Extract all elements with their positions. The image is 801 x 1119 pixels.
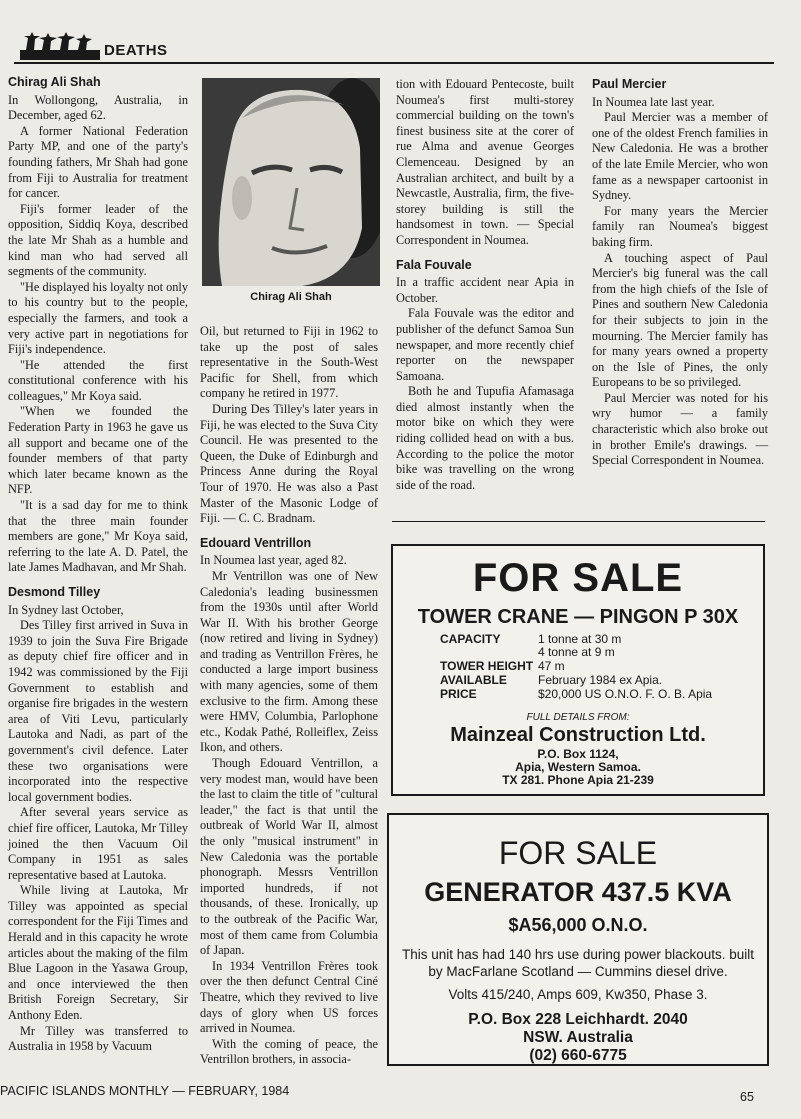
column-1 [8,75,188,1055]
body-paragraph: For many years the Mercier family ran Noumea's biggest baking firm. [592,203,768,249]
body-paragraph: "He attended the first constitutional conference with his colleagues," Mr Koya said. [8,357,188,403]
ad-phone: (02) 660-6775 [529,1047,627,1064]
spec-value: $20,000 US O.N.O. F. O. B. Apia [538,687,713,701]
body-paragraph: Des Tilley first arrived in Suva in 1939 to join the Suva Fire Brigade as deputy chief fire officer and in 1942 was commissioned by the Fiji Government to establish and organise fire brigades in the western area of Viti Levu, particularly Lautoka and Nadi, as part of the government's civil defence. Later these two organisations were incorporated into the respective local government bodies. [8,618,188,804]
ad-price: $A56,000 O.N.O. [508,915,648,935]
ad-headline: FOR SALE [472,556,684,600]
body-paragraph: In Sydney last October, [8,602,124,617]
header-rule [14,62,774,64]
ad-address: Apia, Western Samoa. [515,760,641,774]
obituary-heading-shah: Chirag Ali Shah [8,75,101,89]
body-paragraph: A former National Federation Party MP, and one of the party's founding fathers, Mr Shah had gone from Fiji to Australia for treatment for cancer. [8,123,188,201]
section-divider [392,521,765,522]
obituary-heading-fouvale: Fala Fouvale [396,257,472,272]
spec-value: February 1984 ex Apia. [538,673,663,687]
obituary-heading-ventrillon: Edouard Ventrillon [200,535,312,550]
body-paragraph: Paul Mercier was a member of one of the oldest French families in New Caledonia. He was a brother of the late Emile Mercier, who won fame as a newspaper cartoonist in Sydney. [592,110,768,203]
body-paragraph: Mr Ventrillon was one of New Caledonia's leading businessmen from the 1930s until after World War II. With his brother George (now retired and living in Sydney) and trading as Ventrillon Frères, he conducted a large import business with many agencies, some of them exclusive to the firm. Among these were HMV, Columbia, Parlophone etc., Kodak Pathé, Rolleiflex, Zeiss Ikon, and others. [200,568,378,755]
column-2 [200,324,378,1068]
ad-specs [440,632,760,712]
column-4 [592,77,768,469]
column-3 [396,77,574,493]
spec-label: CAPACITY [440,632,501,646]
body-paragraph: Oil, but returned to Fiji in 1962 to take up the post of sales representative in the South-West Pacific for Shell, from which company he retired in 1977. [200,324,378,401]
ad-address: P.O. Box 1124, [537,747,619,761]
body-paragraph: In Wollongong, Australia, in December, aged 62. [8,92,188,123]
obituary-heading-tilley: Desmond Tilley [8,585,101,599]
ad-address: P.O. Box 228 Leichhardt. 2040 [468,1011,688,1028]
spec-label: AVAILABLE [440,673,507,687]
ad-contact: TX 281. Phone Apia 21-239 [502,773,654,787]
body-paragraph: In Noumea late last year. [592,94,715,109]
body-paragraph: During Des Tilley's later years in Fiji, he was elected to the Suva City Council. He was presented to the Queen, the Duke of Edinburgh and Princess Anne during the Royal Tour of 1970. He was also a Past Master of the Masonic Lodge of Fiji. — C. C. Bradnam. [200,401,378,526]
footer-publication: PACIFIC ISLANDS MONTHLY — FEBRUARY, 1984 [0,1084,290,1098]
body-paragraph: Though Edouard Ventrillon, a very modest man, would have been the last to claim the title of "cultural leader," the fact is that until the outbreak of World War II, almost the only "musical instrument" in New Caledonia was the portable phonograph. Messrs Ventrillon imported hundreds, if not thousands, of these. Ironically, up to the outbreak of the Pacific War, most of them came from Columbia of Japan. [200,756,378,958]
ad-details-label: FULL DETAILS FROM: [526,712,630,723]
body-paragraph: In Noumea last year, aged 82. [200,553,347,568]
ad-item: TOWER CRANE — PINGON P 30X [417,606,739,628]
ad-specs: Volts 415/240, Amps 609, Kw350, Phase 3. [448,987,708,1002]
body-paragraph: Fala Fouvale was the editor and publisher of the defunct Samoa Sun newspaper, and more recently chief reporter on the newspaper Samoana. [396,306,574,383]
section-title: DEATHS [104,42,168,59]
body-paragraph: With the coming of peace, the Ventrillon brothers, in associa- [200,1036,378,1067]
crane-sale-ad [391,544,765,796]
ad-description: This unit has had 140 hrs use during power blackouts. built by MacFarlane Scotland — Cummins diesel drive. [402,947,754,979]
spec-value: 4 tonne at 9 m [538,645,615,659]
obituary-heading-mercier: Paul Mercier [592,77,667,91]
body-paragraph: "He displayed his loyalty not only to his country but to the people, especially the farmers, and took a very active part in negotiations for Fiji's independence. [8,279,188,357]
page-number: 65 [740,1090,754,1104]
spec-value: 47 m [538,659,565,673]
palm-tree-logo-icon [20,32,100,60]
body-paragraph: After several years service as chief fire officer, Lautoka, Mr Tilley joined the then Vacuum Oil Company in 1951 as sales representative based at Lautoka. [8,805,188,882]
portrait-photo [202,78,380,286]
spec-label: TOWER HEIGHT [440,659,534,673]
ad-address: NSW. Australia [523,1029,633,1046]
body-paragraph: In a traffic accident near Apia in October. [396,275,574,305]
body-paragraph: "It is a sad day for me to think that the three main founder members are gone," Mr Koya said, referring to the late A. D. Patel, the late James Madhavan, and Mr Shah. [8,498,188,575]
ad-company: Mainzeal Construction Ltd. [450,724,706,746]
generator-sale-ad [387,813,769,1066]
portrait-figure-icon [202,78,380,286]
spec-value: 1 tonne at 30 m [538,632,622,646]
photo-caption: Chirag Ali Shah [250,291,332,303]
ad-headline: FOR SALE [498,835,658,871]
body-paragraph: "When we founded the Federation Party in 1963 he gave us all support and became one of the founder members of that party which later became known as the NFP. [8,404,188,497]
body-paragraph: Fiji's former leader of the opposition, Siddiq Koya, described the late Mr Shah as a humble and kind man who had served all segments of the community. [8,201,188,279]
body-paragraph: A touching aspect of Paul Mercier's big funeral was the call from the high chiefs of the Isle of Pines and southern New Caledonia for their subjects to join in the mourning. The Mercier family has for many years owned a property on the Isle of Pines, the only Europeans to be so privileged. [592,250,768,390]
body-paragraph: While living at Lautoka, Mr Tilley was appointed as special correspondent for the Fiji Times and Herald and in this capacity he wrote articles about the making of the film Blue Lagoon in the Yasawa Group, and once interviewed the then British Foreign Secretary, Sir Anthony Eden. [8,883,188,1023]
body-paragraph: Both he and Tupufia Afamasaga died almost instantly when the motor bike on which they were riding collided head on with a bus. According to the police the motor bike was travelling on the wrong side of the road. [396,384,574,492]
body-paragraph: In 1934 Ventrillon Frères took over the then defunct Central Ciné Theatre, which they revived to live days of glory when US forces arrived in Noumea. [200,958,378,1036]
body-paragraph: Paul Mercier was noted for his wry humor — a family characteristic which also broke out in brother Emile's drawings. — Special Correspondent in Noumea. [592,390,768,468]
body-paragraph: tion with Edouard Pentecoste, built Noumea's first multi-storey commercial building on the town's finest business site at the corer of rue Alma and avenue Georges Clemenceau. Designed by an Australian architect, and built by a Newcastle, Australia, firm, the five-storey building is still the handsomest in town. — Special Correspondent in Noumea. [396,77,574,247]
spec-label: PRICE [440,687,477,701]
body-paragraph: Mr Tilley was transferred to Australia in 1958 by Vacuum [8,1023,188,1054]
ad-item: GENERATOR 437.5 KVA [424,877,732,907]
section-header [14,30,774,64]
